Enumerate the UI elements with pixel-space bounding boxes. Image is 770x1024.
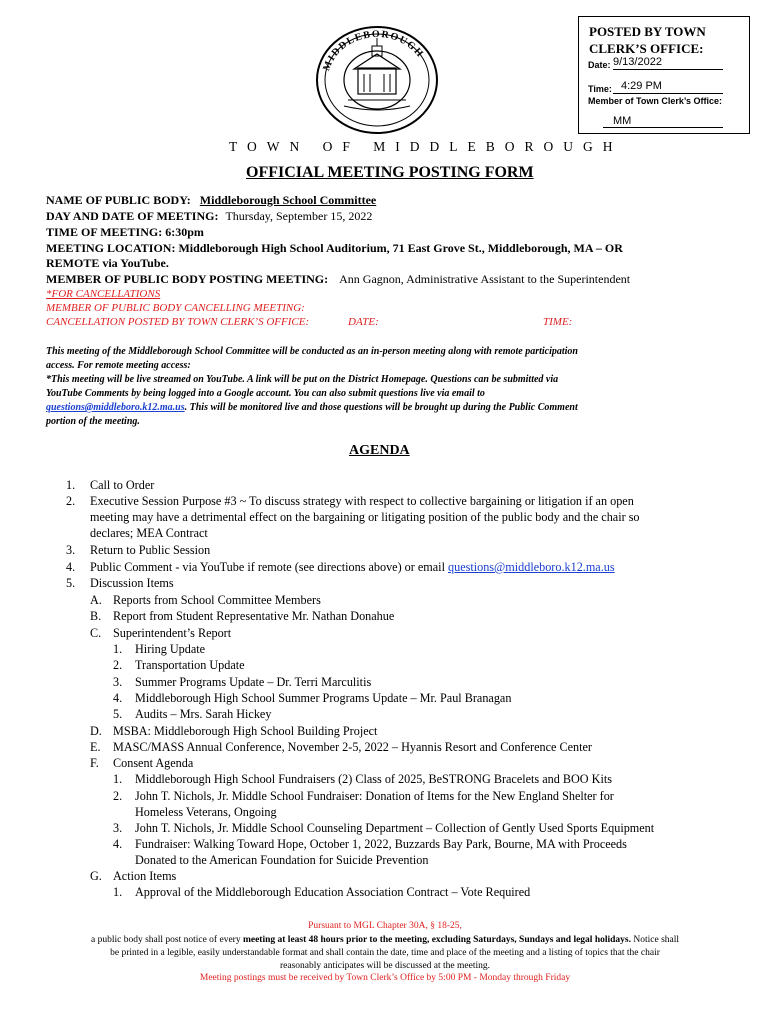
agenda-item: 2. Executive Session Purpose #3 ~ To discuss strategy with respect to collective bargaining or litigation if an open	[66, 494, 634, 508]
posted-time-value: 4:29 PM	[621, 80, 662, 92]
agenda-subsubitem-cont: Donated to the American Foundation for Suicide Prevention	[135, 853, 429, 867]
agenda-subsubitem: 1. Hiring Update	[113, 642, 206, 656]
agenda-subsubitem: 1. Approval of the Middleborough Education Association Contract – Vote Required	[113, 885, 531, 899]
agenda-subitem: E. MASC/MASS Annual Conference, November 2-5, 2022 – Hyannis Resort and Conference Center	[90, 740, 592, 754]
town-seal-icon	[314, 24, 440, 136]
posting-member-value: Ann Gagnon, Administrative Assistant to the Superintendent	[339, 272, 631, 286]
agenda-subsubitem-cont: Homeless Veterans, Ongoing	[135, 805, 277, 819]
posted-member-line	[603, 127, 723, 128]
agenda-email-link[interactable]: questions@middleboro.k12.ma.us	[448, 560, 615, 574]
agenda-subsubitem: 3. John T. Nichols, Jr. Middle School Counseling Department – Collection of Gently Used Sports Equipment	[113, 821, 655, 835]
posting-member-row: MEMBER OF PUBLIC BODY POSTING MEETING: Ann Gagnon, Administrative Assistant to the Superintendent	[46, 272, 631, 286]
cancellation-heading: *FOR CANCELLATIONS	[46, 288, 161, 300]
agenda-subitem: D. MSBA: Middleborough High School Building Project	[90, 724, 378, 738]
posted-box-title: POSTED BY TOWN CLERK’S OFFICE:	[589, 24, 706, 56]
posted-time-line	[613, 93, 723, 94]
public-body-value: Middleborough School Committee	[199, 193, 377, 207]
agenda-subsubitem: 2. Transportation Update	[113, 658, 245, 672]
footer-notice-line: a public body shall post notice of every meeting at least 48 hours prior to the meeting, excluding Saturdays, Sundays and legal holidays. Notice shall	[90, 935, 680, 945]
footer-notice-line: reasonably anticipates will be discussed at the meeting.	[280, 961, 490, 971]
agenda-item-cont: declares; MEA Contract	[90, 526, 208, 540]
svg-text:MIDDLEBOROUGH: MIDDLEBOROUGH	[321, 28, 426, 73]
questions-email-link[interactable]: questions@middleboro.k12.ma.us	[46, 402, 185, 413]
posted-date-line	[613, 69, 723, 70]
remote-access-note: This meeting of the Middleborough School Committee will be conducted as an in-person meeting along with remote participation access. For remote meeting access: *This meeting will be live streamed on YouTube. A link will be put on the District Homepage. Questions can be submitted via YouTube Comments by being logged into a Google account. You can also submit questions live via email to questions@middleboro.k12.ma.us. This will be monitored live and those questions will be brought up during the Public Comment portion of the meeting.	[46, 346, 578, 427]
agenda-subitem: C. Superintendent’s Report	[90, 626, 232, 640]
agenda-item: 3. Return to Public Session	[66, 543, 211, 557]
town-name: TOWN OF MIDDLEBOROUGH	[229, 139, 623, 154]
footer-notice-line: be printed in a legible, easily understandable format and shall contain the date, time and place of the meeting and a listing of topics that the chair	[110, 948, 660, 958]
agenda-subitem: A. Reports from School Committee Members	[90, 593, 321, 607]
footer-statute: Pursuant to MGL Chapter 30A, § 18-25,	[308, 921, 462, 931]
posted-member-label: Member of Town Clerk’s Office:	[588, 96, 723, 106]
public-body-row: NAME OF PUBLIC BODY: Middleborough School Committee	[46, 193, 377, 207]
agenda-subsubitem: 2. John T. Nichols, Jr. Middle School Fundraiser: Donation of Items for the New England Shelter for	[113, 789, 614, 803]
agenda-heading: AGENDA	[349, 443, 410, 458]
cancellation-posted-line: CANCELLATION POSTED BY TOWN CLERK’S OFFICE: DATE: TIME:	[46, 316, 573, 328]
meeting-date-value: Thursday, September 15, 2022	[225, 209, 373, 223]
posted-time-label: Time:	[588, 84, 612, 94]
agenda-item-cont: meeting may have a detrimental effect on the bargaining or litigating position of the public body and the chair so	[90, 510, 640, 524]
page-title: OFFICIAL MEETING POSTING FORM	[246, 164, 534, 181]
agenda-subsubitem: 5. Audits – Mrs. Sarah Hickey	[113, 707, 272, 721]
agenda-subsubitem: 1. Middleborough High School Fundraisers (2) Class of 2025, BeSTRONG Bracelets and BOO Kits	[113, 772, 612, 786]
agenda-subsubitem: 4. Fundraiser: Walking Toward Hope, October 1, 2022, Buzzards Bay Park, Bourne, MA with Proceeds	[113, 837, 627, 851]
posted-by-clerk-box	[578, 16, 750, 134]
agenda-subitem: B. Report from Student Representative Mr. Nathan Donahue	[90, 609, 395, 623]
posted-date-label: Date:	[588, 60, 611, 70]
footer-deadline: Meeting postings must be received by Town Clerk’s Office by 5:00 PM - Monday through Friday	[199, 973, 571, 983]
meeting-time-row: TIME OF MEETING: 6:30pm	[46, 225, 204, 239]
meeting-date-row: DAY AND DATE OF MEETING: Thursday, September 15, 2022	[46, 209, 373, 223]
agenda-item: 4. Public Comment - via YouTube if remote (see directions above) or email questions@middleboro.k12.ma.us	[66, 560, 615, 574]
agenda-subsubitem: 3. Summer Programs Update – Dr. Terri Marculitis	[113, 675, 372, 689]
meeting-location-row: MEETING LOCATION: Middleborough High School Auditorium, 71 East Grove St., Middleborough, MA – OR	[46, 241, 623, 255]
agenda-item: 1. Call to Order	[66, 478, 155, 492]
posted-date-value: 9/13/2022	[613, 56, 662, 68]
agenda-subsubitem: 4. Middleborough High School Summer Programs Update – Mr. Paul Branagan	[113, 691, 512, 705]
agenda-subitem: G. Action Items	[90, 869, 177, 883]
meeting-location-row-2: REMOTE via YouTube.	[46, 256, 169, 270]
agenda-subitem: F. Consent Agenda	[90, 756, 194, 770]
agenda-item: 5. Discussion Items	[66, 576, 174, 590]
cancellation-member-line: MEMBER OF PUBLIC BODY CANCELLING MEETING:	[46, 302, 305, 314]
posted-member-value: MM	[613, 115, 632, 127]
